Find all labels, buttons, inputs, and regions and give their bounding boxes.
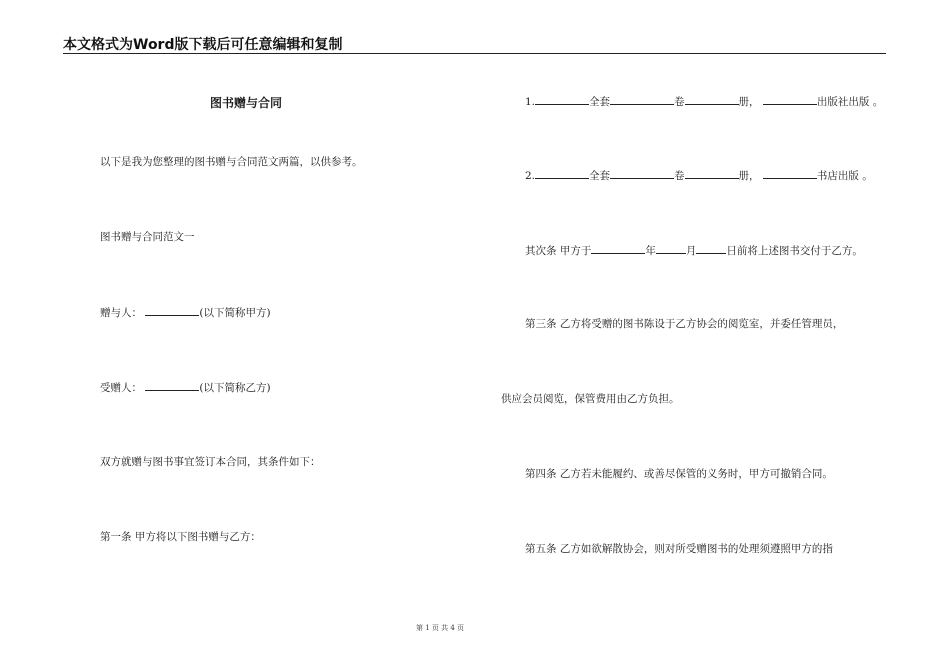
item-1-text-volume: 卷 bbox=[674, 96, 685, 108]
item-1-number: 1. bbox=[525, 96, 536, 108]
article-2-text-month: 月 bbox=[685, 245, 697, 257]
article-4: 第四条 乙方若未能履约、或善尽保管的义务时，甲方可撤销合同。 bbox=[525, 468, 833, 480]
item-1-line bbox=[525, 94, 883, 109]
item-1-blank-publisher bbox=[763, 94, 817, 105]
donor-blank bbox=[145, 305, 199, 316]
donor-label: 赠与人： bbox=[100, 307, 142, 319]
article-2-text-a: 其次条 甲方于 bbox=[525, 245, 592, 257]
item-2-blank-copies bbox=[685, 168, 739, 179]
header-divider bbox=[63, 53, 886, 54]
recipient-suffix: (以下简称乙方) bbox=[199, 382, 271, 394]
article-2 bbox=[525, 243, 863, 258]
item-2-text-copies: 册， bbox=[738, 170, 760, 182]
donor-line bbox=[100, 305, 271, 320]
article-1: 第一条 甲方将以下图书赠与乙方： bbox=[100, 531, 261, 543]
donor-suffix: (以下简称甲方) bbox=[199, 307, 271, 319]
item-1-text-copies: 册， bbox=[738, 96, 760, 108]
document-title: 图书赠与合同 bbox=[210, 96, 283, 110]
item-1-text-set: 全套 bbox=[589, 96, 611, 108]
item-2-text-bookstore: 书店出版 。 bbox=[816, 170, 873, 182]
item-2-line bbox=[525, 168, 873, 183]
document-banner: 本文格式为Word版下载后可任意编辑和复制 bbox=[63, 37, 343, 53]
item-2-number: 2. bbox=[525, 170, 536, 182]
item-1-blank-set bbox=[535, 94, 589, 105]
article-3-line-1: 第三条 乙方将受赠的图书陈设于乙方协会的阅览室，并委任管理员， bbox=[525, 318, 844, 330]
section-heading: 图书赠与合同范文一 bbox=[100, 231, 195, 243]
article-2-text-day: 日前将上述图书交付于乙方。 bbox=[726, 245, 863, 257]
recipient-label: 受赠人： bbox=[100, 382, 142, 394]
page-footer: 第 1 页 共 4 页 bbox=[415, 624, 465, 632]
article-2-blank-year bbox=[591, 243, 645, 254]
item-1-blank-copies bbox=[685, 94, 739, 105]
item-2-blank-bookstore bbox=[763, 168, 817, 179]
article-2-blank-month bbox=[656, 243, 686, 254]
item-2-blank-set bbox=[535, 168, 589, 179]
article-5: 第五条 乙方如欲解散协会，则对所受赠图书的处理须遵照甲方的指 bbox=[525, 543, 833, 555]
item-2-text-set: 全套 bbox=[589, 170, 611, 182]
recipient-line bbox=[100, 380, 271, 395]
recipient-blank bbox=[145, 380, 199, 391]
intro-paragraph: 以下是我为您整理的图书赠与合同范文两篇，以供参考。 bbox=[100, 156, 363, 168]
agreement-paragraph: 双方就赠与图书事宜签订本合同，其条件如下： bbox=[100, 456, 321, 468]
item-2-text-volume: 卷 bbox=[674, 170, 685, 182]
article-2-text-year: 年 bbox=[645, 245, 656, 257]
item-1-text-publisher: 出版社出版 。 bbox=[816, 96, 884, 108]
article-2-blank-day bbox=[696, 243, 726, 254]
article-3-line-2: 供应会员阅览，保管费用由乙方负担。 bbox=[501, 393, 680, 405]
item-1-blank-volume bbox=[610, 94, 674, 105]
item-2-blank-volume bbox=[610, 168, 674, 179]
